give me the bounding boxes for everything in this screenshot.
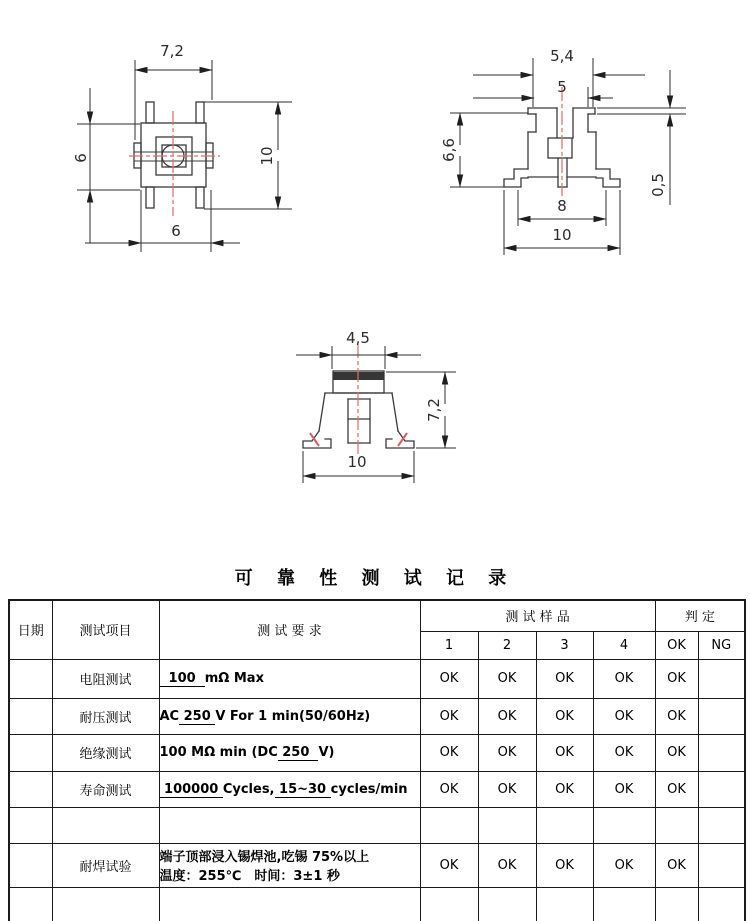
col-header-requirement: 测 试 要 求 <box>159 600 420 659</box>
cell-requirement <box>159 771 420 807</box>
requirement-text: V) <box>318 745 335 760</box>
cell-ng <box>698 734 745 771</box>
requirement-underlined: 15~30 <box>274 781 331 797</box>
cell-item <box>52 807 159 843</box>
requirement-line-1: 端子顶部浸入锡焊池,吃锡 75%以上 <box>159 850 370 865</box>
requirement-line-2: 温度：255℃ 时间：3±1 秒 <box>159 869 340 884</box>
cell-sample: OK <box>593 698 655 734</box>
dimension-front-height <box>386 372 456 448</box>
dim-label-side-view-height: 6,6 <box>440 138 458 162</box>
cell-ok <box>655 807 698 843</box>
requirement-text: cycles/min <box>330 781 408 797</box>
dim-label-side-view-lip: 0,5 <box>649 173 667 197</box>
cell-sample: OK <box>420 659 478 698</box>
requirement-text: 100 MΩ min (DC <box>159 745 278 760</box>
dim-label-front-view-base: 10 <box>347 453 367 471</box>
cell-sample: OK <box>420 843 478 887</box>
cell-requirement <box>159 807 420 843</box>
dimension-side-height <box>440 113 528 187</box>
cell-date <box>9 734 52 771</box>
cell-requirement <box>159 734 420 771</box>
cell-ng <box>698 807 745 843</box>
cell-sample <box>536 887 593 921</box>
table-row <box>9 698 745 734</box>
cell-ng <box>698 771 745 807</box>
requirement-text: AC <box>159 708 180 724</box>
table-row <box>9 734 745 771</box>
cell-item <box>52 887 159 921</box>
cell-requirement <box>159 887 420 921</box>
dim-label-front-view-button: 4,5 <box>346 329 370 347</box>
cell-item: 耐焊试验 <box>52 843 159 887</box>
col-header-sample-4: 4 <box>593 631 655 659</box>
table-row <box>9 659 745 698</box>
col-header-sample-1: 1 <box>420 631 478 659</box>
table-row <box>9 843 745 887</box>
dimension-lip-thickness <box>597 70 686 205</box>
table-row-empty <box>9 807 745 843</box>
requirement-underlined: 250 <box>179 708 216 724</box>
requirement-text: V For 1 min(50/60Hz) <box>215 708 371 724</box>
cell-ok: OK <box>655 771 698 807</box>
col-header-samples: 测 试 样 品 <box>420 600 655 631</box>
cell-sample <box>593 887 655 921</box>
header-row-top <box>9 600 745 631</box>
cell-ok: OK <box>655 659 698 698</box>
cell-sample: OK <box>478 698 536 734</box>
cell-ok: OK <box>655 843 698 887</box>
cell-ng <box>698 843 745 887</box>
table-title: 可 靠 性 测 试 记 录 <box>234 568 516 589</box>
side-view-drawing <box>440 47 686 255</box>
reliability-test-table <box>8 599 746 921</box>
table-row <box>9 771 745 807</box>
cell-ng <box>698 887 745 921</box>
cell-date <box>9 887 52 921</box>
cell-sample: OK <box>593 843 655 887</box>
cell-sample: OK <box>593 659 655 698</box>
cell-sample: OK <box>478 734 536 771</box>
requirement-underlined: 100000 <box>159 781 223 797</box>
dim-label-top-view-right: 10 <box>258 146 276 166</box>
cell-requirement <box>159 843 420 887</box>
dimension-base-width <box>303 451 414 483</box>
cell-item: 电阻测试 <box>52 659 159 698</box>
cell-item: 耐压测试 <box>52 698 159 734</box>
dim-label-top-view-width: 7,2 <box>160 42 184 60</box>
cell-sample: OK <box>420 734 478 771</box>
cell-ng <box>698 659 745 698</box>
cell-item: 绝缘测试 <box>52 734 159 771</box>
cell-sample: OK <box>536 698 593 734</box>
col-header-ng: NG <box>698 631 745 659</box>
cell-sample <box>420 887 478 921</box>
requirement-text: mΩ Max <box>204 671 264 686</box>
cell-sample <box>420 807 478 843</box>
cell-sample: OK <box>536 659 593 698</box>
dimension-bottom-width <box>85 190 240 252</box>
cell-date <box>9 843 52 887</box>
dim-label-top-view-bottom: 6 <box>171 222 181 240</box>
cell-sample: OK <box>593 734 655 771</box>
dimension-top-width <box>135 42 212 140</box>
front-view-drawing <box>296 329 456 483</box>
cell-sample <box>536 807 593 843</box>
cell-ok: OK <box>655 734 698 771</box>
cell-sample <box>593 807 655 843</box>
cell-ok <box>655 887 698 921</box>
cell-date <box>9 771 52 807</box>
top-view-drawing <box>72 42 292 252</box>
col-header-date: 日期 <box>9 600 52 659</box>
dim-label-top-view-left: 6 <box>72 153 90 163</box>
cell-sample: OK <box>593 771 655 807</box>
dim-label-side-view-cap: 5,4 <box>550 47 574 65</box>
requirement-underlined: 250 <box>277 745 319 760</box>
dimension-left-height <box>72 88 140 243</box>
dimension-stem-width <box>473 78 613 107</box>
cell-requirement <box>159 698 420 734</box>
cell-sample: OK <box>478 843 536 887</box>
dim-label-front-view-height: 7,2 <box>425 398 443 422</box>
cell-item: 寿命测试 <box>52 771 159 807</box>
cell-date <box>9 698 52 734</box>
col-header-ok: OK <box>655 631 698 659</box>
dimension-right-height <box>204 102 292 209</box>
cell-sample: OK <box>536 843 593 887</box>
cell-ok: OK <box>655 698 698 734</box>
cell-date <box>9 659 52 698</box>
cell-sample <box>478 887 536 921</box>
table-row-empty <box>9 887 745 921</box>
solder-mark-right <box>398 433 407 446</box>
cell-sample: OK <box>420 771 478 807</box>
col-header-judge: 判 定 <box>655 600 745 631</box>
dim-label-side-view-feet-outer: 10 <box>552 226 572 244</box>
col-header-item: 测试项目 <box>52 600 159 659</box>
col-header-sample-2: 2 <box>478 631 536 659</box>
cell-sample <box>478 807 536 843</box>
cell-sample: OK <box>536 734 593 771</box>
cell-date <box>9 807 52 843</box>
requirement-underlined: 100 <box>159 671 205 686</box>
cell-sample: OK <box>478 659 536 698</box>
dim-label-side-view-stem: 5 <box>557 78 567 96</box>
cell-sample: OK <box>536 771 593 807</box>
cell-requirement <box>159 659 420 698</box>
cell-sample: OK <box>420 698 478 734</box>
cell-sample: OK <box>478 771 536 807</box>
cell-ng <box>698 698 745 734</box>
requirement-text: Cycles, <box>222 781 275 797</box>
col-header-sample-3: 3 <box>536 631 593 659</box>
solder-mark-left <box>310 433 319 446</box>
dim-label-side-view-feet-inner: 8 <box>557 197 567 215</box>
